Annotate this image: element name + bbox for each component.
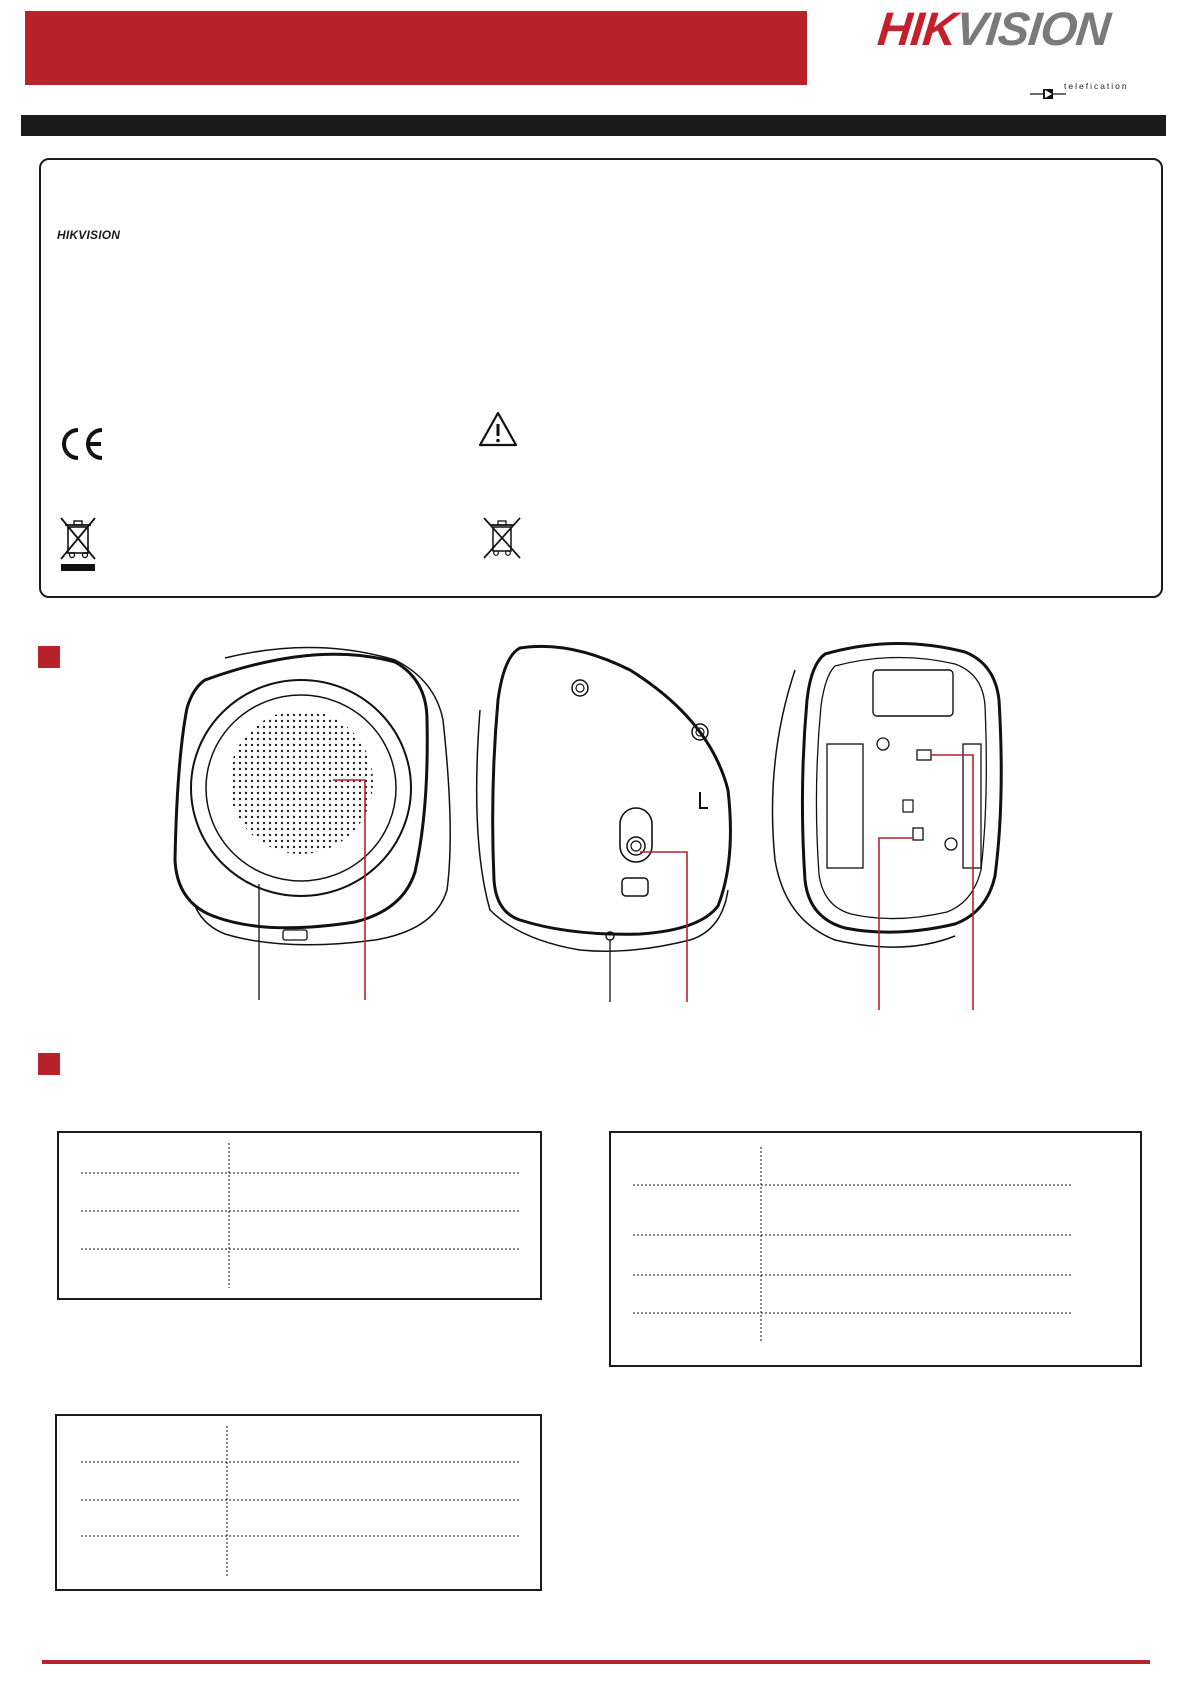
logo-hik-text: HIK <box>875 2 959 55</box>
siren-inside-view <box>755 640 1025 1015</box>
weee-bin-icon <box>58 515 98 571</box>
siren-back-view <box>460 640 750 1010</box>
section-marker-square <box>38 1053 60 1075</box>
logo-vision-text: VISION <box>953 2 1113 55</box>
small-hikvision-logo: HIKVISION <box>57 228 121 242</box>
weee-bin-icon <box>480 515 524 561</box>
table-grid <box>59 1133 540 1298</box>
telefication-mark <box>1028 78 1128 102</box>
hikvision-logo <box>875 4 1140 54</box>
table-grid <box>611 1133 1140 1365</box>
telefication-label: telefication <box>1064 81 1129 91</box>
telefication-symbol-icon <box>1028 78 1068 102</box>
ce-mark-icon <box>58 425 108 463</box>
table-grid <box>57 1416 540 1589</box>
spec-table <box>57 1131 542 1300</box>
legal-info-box <box>39 158 1163 598</box>
spec-table <box>55 1414 542 1591</box>
spec-table <box>609 1131 1142 1367</box>
section-marker-square <box>38 646 60 668</box>
title-bar <box>21 115 1166 136</box>
warning-icon <box>477 410 519 448</box>
header-banner <box>25 11 807 85</box>
footer-rule <box>42 1660 1150 1664</box>
siren-front-view <box>165 640 465 1000</box>
